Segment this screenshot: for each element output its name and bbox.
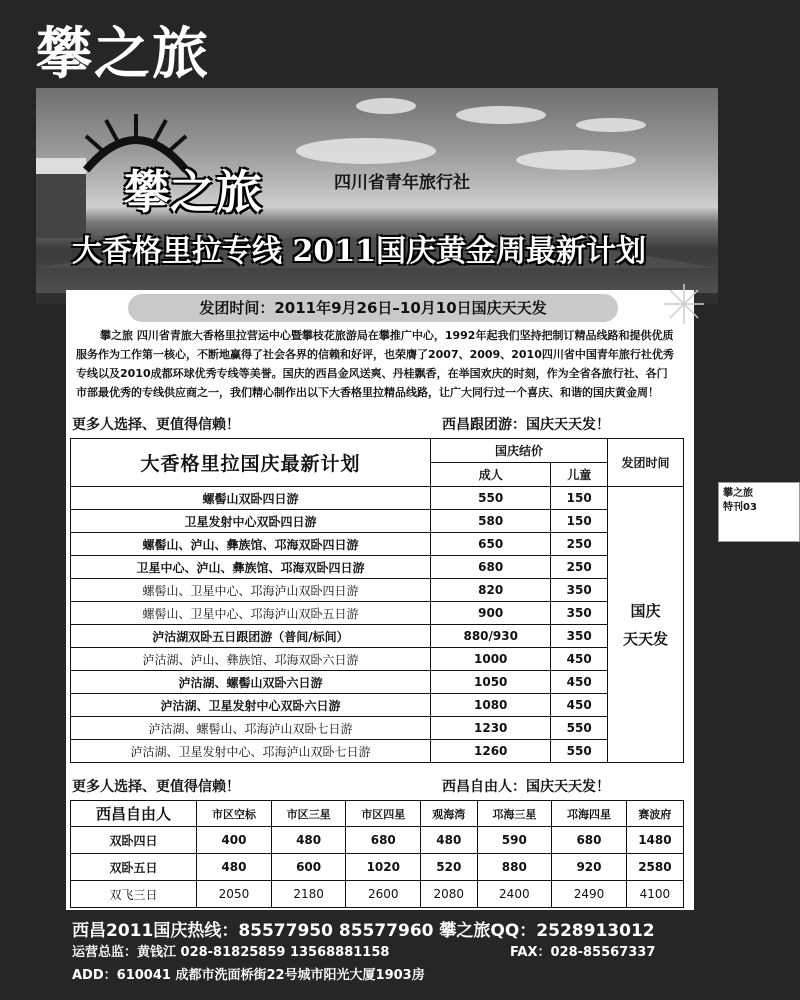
starburst-icon bbox=[664, 284, 704, 324]
free-table-header: 市区三星 bbox=[271, 801, 346, 827]
section2-left: 更多人选择、更值得信赖！ bbox=[72, 779, 240, 795]
intro-paragraph: 攀之旅 四川省青旅大香格里拉营运中心暨攀枝花旅游局在攀推广中心，1992年起我们坚持把制订精品线路和提供优质服务作为工作第一核心，不断地赢得了社会各界的信赖和好评，也荣膺了2007、2009、2010四川省中国青年旅行社优秀专线以及2010成都环球优秀专线等美誉。国庆的西昌金风送爽、丹桂飘香，在举国欢庆的时刻，作为全省各旅行社、各门市部最优秀的专线供应商之一，我们精心制作出以下大香格里拉精品线路，让广大同行过一个喜庆、和谐的国庆黄金周！ bbox=[76, 329, 674, 399]
free-table-cell: 520 bbox=[421, 854, 477, 881]
page-headline: 大香格里拉专线 2011国庆黄金周最新计划 bbox=[72, 234, 646, 269]
tour-child: 450 bbox=[551, 648, 608, 671]
depart-value: 国庆 天天发 bbox=[608, 487, 684, 763]
free-table-cell: 1020 bbox=[346, 854, 421, 881]
depart-header: 发团时间 bbox=[608, 439, 684, 487]
tour-name: 螺髻山、卫星中心、邛海泸山双卧五日游 bbox=[71, 602, 431, 625]
banner-photo bbox=[36, 88, 718, 304]
tour-name: 卫星发射中心双卧四日游 bbox=[71, 510, 431, 533]
tour-name: 泸沽湖双卧五日跟团游（普间/标间） bbox=[71, 625, 431, 648]
tour-child: 450 bbox=[551, 694, 608, 717]
free-table-header: 邛海四星 bbox=[552, 801, 627, 827]
free-table-cell: 2400 bbox=[477, 881, 552, 908]
table-row bbox=[71, 854, 684, 881]
departure-dates-banner: 发团时间：2011年9月26日–10月10日国庆天天发 bbox=[128, 294, 618, 322]
footer-address: ADD：610041 成都市洗面桥街22号城市阳光大厦1903房 bbox=[72, 968, 425, 983]
tour-adult: 1000 bbox=[431, 648, 551, 671]
free-table-header: 西昌自由人 bbox=[71, 801, 197, 827]
table-row bbox=[71, 827, 684, 854]
free-table-cell: 4100 bbox=[626, 881, 683, 908]
footer-hotline: 西昌2011国庆热线：85577950 85577960 攀之旅QQ：2528913012 bbox=[72, 921, 655, 941]
side-issue-card bbox=[718, 482, 800, 542]
tour-child: 150 bbox=[551, 487, 608, 510]
child-header: 儿童 bbox=[551, 463, 608, 487]
table-row bbox=[71, 556, 684, 579]
free-table-cell: 600 bbox=[271, 854, 346, 881]
table-row bbox=[71, 881, 684, 908]
free-table-cell: 480 bbox=[271, 827, 346, 854]
masthead-title: 攀之旅 bbox=[36, 21, 210, 87]
free-table-cell: 双卧四日 bbox=[71, 827, 197, 854]
table-row bbox=[71, 694, 684, 717]
tour-adult: 680 bbox=[431, 556, 551, 579]
tour-adult: 550 bbox=[431, 487, 551, 510]
tour-child: 350 bbox=[551, 579, 608, 602]
free-table-cell: 2050 bbox=[197, 881, 272, 908]
section2-right: 西昌自由人：国庆天天发！ bbox=[442, 779, 610, 795]
tour-adult: 1260 bbox=[431, 740, 551, 763]
free-table-header: 观海湾 bbox=[421, 801, 477, 827]
tour-adult: 1230 bbox=[431, 717, 551, 740]
table1-title: 大香格里拉国庆最新计划 bbox=[71, 439, 431, 487]
free-table-cell: 双飞三日 bbox=[71, 881, 197, 908]
free-table-cell: 双卧五日 bbox=[71, 854, 197, 881]
free-table-header: 赛波府 bbox=[626, 801, 683, 827]
table-row bbox=[71, 625, 684, 648]
free-table-cell: 880 bbox=[477, 854, 552, 881]
agency-name: 四川省青年旅行社 bbox=[334, 173, 470, 193]
table-row bbox=[71, 717, 684, 740]
free-travel-table bbox=[70, 800, 684, 908]
tour-name: 泸沽湖、卫星发射中心双卧六日游 bbox=[71, 694, 431, 717]
tour-child: 350 bbox=[551, 602, 608, 625]
free-table-cell: 480 bbox=[197, 854, 272, 881]
tour-child: 150 bbox=[551, 510, 608, 533]
free-table-cell: 680 bbox=[552, 827, 627, 854]
section1-right: 西昌跟团游：国庆天天发！ bbox=[442, 417, 610, 433]
table-row bbox=[71, 671, 684, 694]
free-table-cell: 1480 bbox=[626, 827, 683, 854]
table-row bbox=[71, 487, 684, 510]
tour-name: 泸沽湖、泸山、彝族馆、邛海双卧六日游 bbox=[71, 648, 431, 671]
tour-name: 螺髻山、卫星中心、邛海泸山双卧四日游 bbox=[71, 579, 431, 602]
tour-name: 泸沽湖、卫星发射中心、邛海泸山双卧七日游 bbox=[71, 740, 431, 763]
tour-adult: 580 bbox=[431, 510, 551, 533]
section1-left: 更多人选择、更值得信赖！ bbox=[72, 417, 240, 433]
tour-adult: 1050 bbox=[431, 671, 551, 694]
tour-name: 螺髻山、泸山、彝族馆、邛海双卧四日游 bbox=[71, 533, 431, 556]
tour-name: 泸沽湖、螺髻山双卧六日游 bbox=[71, 671, 431, 694]
table-row bbox=[71, 579, 684, 602]
tour-child: 450 bbox=[551, 671, 608, 694]
tour-adult: 1080 bbox=[431, 694, 551, 717]
tour-name: 泸沽湖、螺髻山、邛海泸山双卧七日游 bbox=[71, 717, 431, 740]
tour-child: 550 bbox=[551, 717, 608, 740]
tour-adult: 880/930 bbox=[431, 625, 551, 648]
free-table-header: 市区空标 bbox=[197, 801, 272, 827]
free-table-cell: 2490 bbox=[552, 881, 627, 908]
table-row bbox=[71, 602, 684, 625]
free-table-cell: 2180 bbox=[271, 881, 346, 908]
brand-logo: 攀之旅 bbox=[124, 165, 262, 219]
footer-contact: 运营总监：黄钱江 028-81825859 13568881158 bbox=[72, 945, 390, 960]
table-row bbox=[71, 740, 684, 763]
free-table-cell: 920 bbox=[552, 854, 627, 881]
content-page bbox=[66, 290, 694, 910]
side-card-line2: 特刊03 bbox=[723, 502, 757, 513]
free-table-cell: 400 bbox=[197, 827, 272, 854]
free-table-cell: 2080 bbox=[421, 881, 477, 908]
tour-adult: 820 bbox=[431, 579, 551, 602]
free-table-cell: 590 bbox=[477, 827, 552, 854]
footer-fax: FAX：028-85567337 bbox=[510, 945, 656, 960]
tour-child: 550 bbox=[551, 740, 608, 763]
free-table-cell: 2600 bbox=[346, 881, 421, 908]
tour-adult: 900 bbox=[431, 602, 551, 625]
free-table-cell: 680 bbox=[346, 827, 421, 854]
free-table-header: 市区四星 bbox=[346, 801, 421, 827]
tour-child: 350 bbox=[551, 625, 608, 648]
price-group-header: 国庆结价 bbox=[431, 439, 608, 463]
tour-name: 卫星中心、泸山、彝族馆、邛海双卧四日游 bbox=[71, 556, 431, 579]
free-table-cell: 2580 bbox=[626, 854, 683, 881]
adult-header: 成人 bbox=[431, 463, 551, 487]
free-table-header: 邛海三星 bbox=[477, 801, 552, 827]
group-tour-table bbox=[70, 438, 684, 763]
table-row bbox=[71, 510, 684, 533]
table-row bbox=[71, 533, 684, 556]
tour-name: 螺髻山双卧四日游 bbox=[71, 487, 431, 510]
free-table-cell: 480 bbox=[421, 827, 477, 854]
table-row bbox=[71, 648, 684, 671]
tour-child: 250 bbox=[551, 533, 608, 556]
tour-child: 250 bbox=[551, 556, 608, 579]
tour-adult: 650 bbox=[431, 533, 551, 556]
side-card-line1: 攀之旅 bbox=[723, 488, 753, 499]
